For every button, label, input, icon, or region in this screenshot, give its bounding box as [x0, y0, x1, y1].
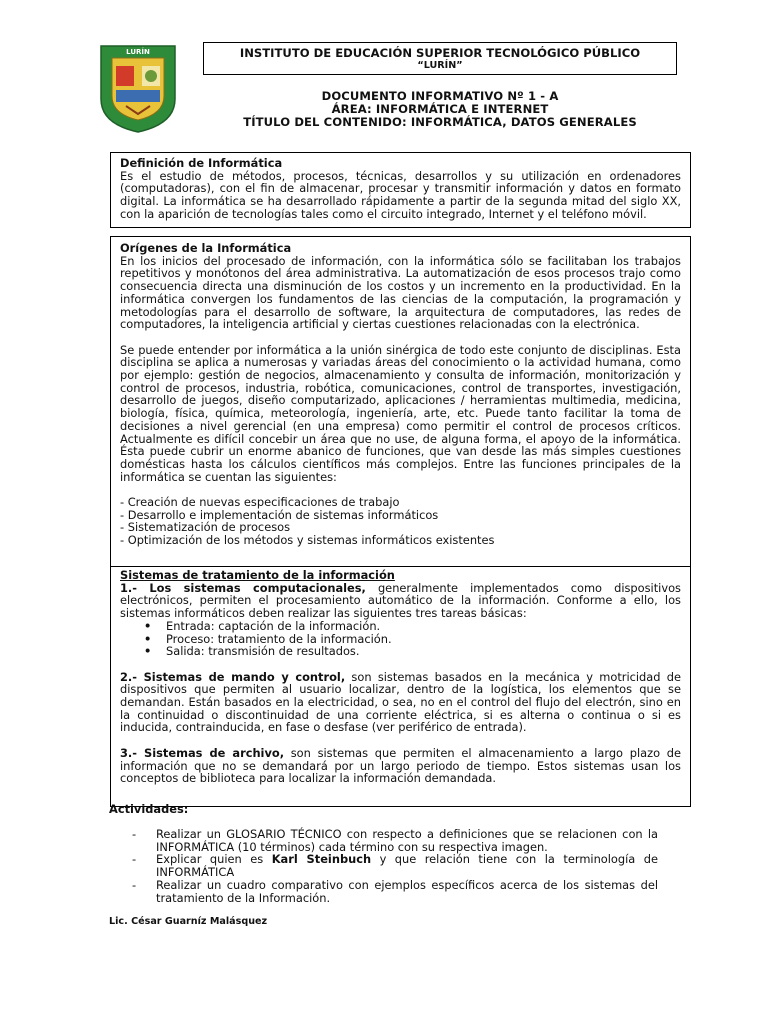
list-item: - Desarrollo e implementación de sistemas informáticos: [120, 507, 439, 522]
activities-list: [130, 828, 658, 904]
origins-section: [110, 236, 691, 570]
document-title: TÍTULO DEL CONTENIDO: INFORMÁTICA, DATOS GENERALES: [243, 115, 637, 129]
document-number: DOCUMENTO INFORMATIVO Nº 1 - A: [321, 89, 559, 103]
activity-text: Explicar quien es: [156, 852, 272, 867]
origins-title: Orígenes de la Informática: [120, 241, 292, 255]
list-item: - Creación de nuevas especificaciones de trabajo: [120, 495, 400, 510]
svg-text:LURÍN: LURÍN: [126, 48, 150, 56]
list-item: - Optimización de los métodos y sistemas informáticos existentes: [120, 533, 495, 548]
origins-paragraph-2: Se puede entender por informática a la unión sinérgica de todo este conjunto de disciplinas. Esta disciplina se aplica a numerosas y variadas áreas del conocimiento o la actividad humana, como por ejemplo: gestión de negocios, almacenamiento y consulta de información, monitorización y control de procesos, industria, robótica, comunicaciones, control de transportes, investigación, desarrollo de juegos, diseño computarizado, aplicaciones / herramientas multimedia, medicina, biología, física, química, meteorología, ingeniería, arte, etc. Puede tanto facilitar la toma de decisiones a nivel gerencial (en una empresa) como permitir el control de procesos críticos. Actualmente es difícil concebir un área que no use, de alguna forma, el apoyo de la informática. Ésta puede cubrir un enorme abanico de funciones, que van desde las más simples cuestiones domésticas hasta los cálculos científicos más complejos. Entre las funciones principales de la informática se cuentan las siguientes:: [120, 342, 681, 484]
activities-title: Actividades:: [109, 802, 189, 816]
document-area: ÁREA: INFORMÁTICA E INTERNET: [331, 102, 549, 116]
list-item: • Proceso: tratamiento de la información.: [166, 633, 681, 646]
activity-item: - Realizar un cuadro comparativo con ejemplos específicos acerca de los sistemas del tratamiento de la Información.: [132, 877, 658, 905]
document-header: [203, 90, 677, 129]
systems-section: [110, 566, 691, 807]
systems-title: Sistemas de tratamiento de la información: [120, 568, 395, 582]
tasks-list: [120, 620, 681, 658]
functions-list: [120, 496, 681, 547]
institution-header-box: [203, 42, 677, 75]
system-1-text: generalmente implementados como dispositivos electrónicos, permiten el procesamiento automático de la información. Conforme a ello, los sistemas informáticos deben realizar las siguientes tres tareas básicas:: [120, 580, 681, 621]
system-archive: [120, 747, 681, 785]
activity-text: Realizar un cuadro comparativo con ejemplos específicos acerca de los sistemas del tratamiento de la Información.: [156, 877, 658, 905]
system-3-text: son sistemas que permiten el almacenamiento a largo plazo de información que no se demandará por un largo periodo de tiempo. Estos sistemas usan los conceptos de biblioteca para localizar la información demandada.: [120, 745, 681, 786]
list-item: • Entrada: captación de la información.: [166, 620, 681, 633]
list-item: • Salida: transmisión de resultados.: [166, 645, 681, 658]
system-3-heading: 3.- Sistemas de archivo,: [120, 745, 285, 760]
system-2-heading: 2.- Sistemas de mando y control,: [120, 669, 346, 684]
institute-logo: [98, 44, 178, 134]
activity-item: - Realizar un GLOSARIO TÉCNICO con respecto a definiciones que se relacionen con la INFORMÁTICA (10 términos) cada término con su respectiva imagen.: [132, 827, 658, 854]
definition-title: Definición de Informática: [120, 156, 283, 170]
origins-paragraph-1: En los inicios del procesado de información, con la informática sólo se facilitaban los trabajos repetitivos y monótonos del área administrativa. La automatización de esos procesos trajo como consecuencia directa una disminución de los costos y un incremento en la productividad. En la informática convergen los fundamentos de las ciencias de la computación, la programación y metodologías para el desarrollo de software, la arquitectura de computadores, las redes de computadores, la inteligencia artificial y ciertas cuestiones relacionadas con la electrónica.: [120, 253, 681, 332]
system-control: [120, 671, 681, 735]
activity-text: y que relación tiene con la terminología de INFORMÁTICA: [156, 852, 659, 880]
institution-name: INSTITUTO DE EDUCACIÓN SUPERIOR TECNOLÓGICO PÚBLICO: [239, 46, 641, 60]
shield-logo-icon: [98, 44, 178, 134]
system-1-heading: 1.- Los sistemas computacionales,: [120, 580, 366, 595]
definition-section: [110, 152, 691, 228]
institution-city: “LURÍN”: [417, 60, 463, 71]
activity-text: Realizar un GLOSARIO TÉCNICO con respecto a definiciones que se relacionen con la INFORMÁTICA (10 términos) cada término con su respectiva imagen.: [156, 827, 658, 854]
system-2-text: son sistemas basados en la mecánica y motricidad de dispositivos que permiten al usuario localizar, dentro de la logística, los elementos que se demandan. Están basados en la electricidad, o sea, no en el control del flujo del electrón, sino en la continuidad o discontinuidad de una corriente eléctrica, si es alterna o continua o si es inducida, contrainducida, en fase o desfase (ver periférico de entrada).: [120, 669, 681, 735]
system-computational: [120, 582, 681, 620]
activity-item: - Explicar quien es Karl Steinbuch y que relación tiene con la terminología de INFORMÁTICA: [132, 852, 659, 880]
author-signature: Lic. César Guarníz Malásquez: [109, 916, 268, 927]
list-item: - Sistematización de procesos: [120, 520, 291, 535]
activity-highlight: Karl Steinbuch: [271, 852, 372, 867]
definition-text: Es el estudio de métodos, procesos, técnicas, desarrollos y su utilización en ordenadores (computadoras), con el fin de almacenar, procesar y transmitir información y datos en formato digital. La informática se ha desarrollado rápidamente a partir de la segunda mitad del siglo XX, con la aparición de tecnologías tales como el circuito integrado, Internet y el teléfono móvil.: [120, 168, 681, 221]
